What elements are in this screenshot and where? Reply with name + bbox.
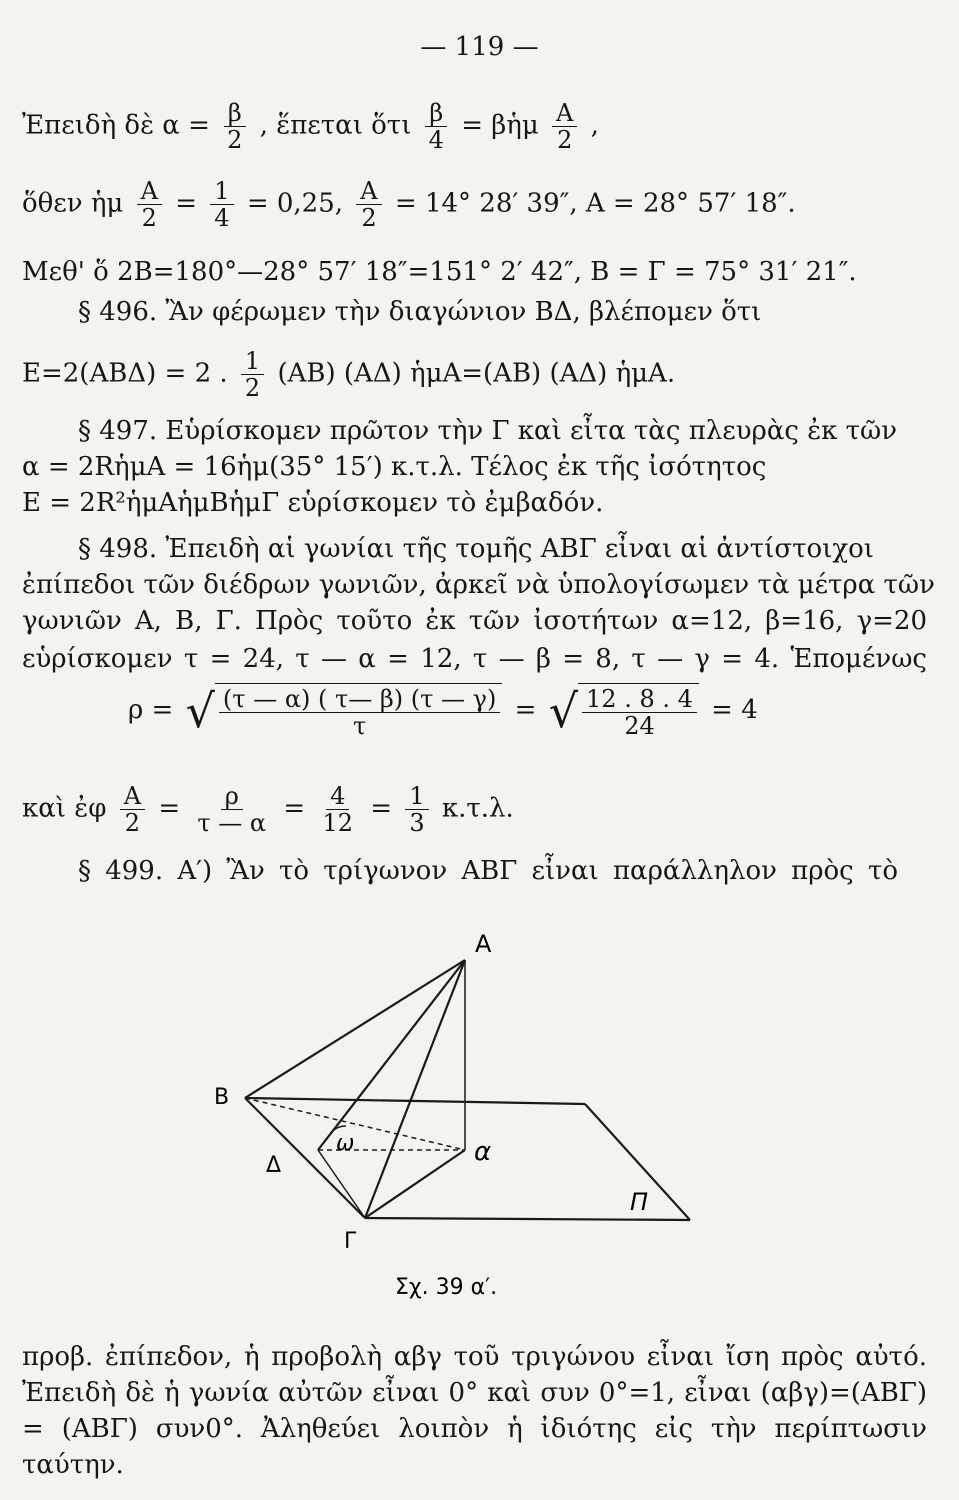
numerator: 4: [326, 783, 349, 810]
edge-AG: [365, 960, 465, 1218]
text-line-8: E = 2R²ἡμAἡμBἡμΓ εὑρίσκομεν τὸ ἐμβαδόν.: [22, 488, 604, 518]
text: =: [370, 793, 393, 824]
text: ὅθεν ἡμ: [22, 188, 124, 219]
text: , ἕπεται ὅτι: [259, 110, 412, 141]
text-line-17: Ἐπειδὴ δὲ ἡ γωνία αὐτῶν εἶναι 0° καὶ συν 0°=1, εἶναι (αβγ)=(ΑΒΓ): [22, 1378, 927, 1408]
page-number: — 119 —: [420, 32, 539, 62]
text: =: [514, 695, 537, 725]
edge-AD: [318, 960, 465, 1150]
text-line-3: Μεθ' ὅ 2B=180°—28° 57′ 18″=151° 2′ 42″, B = Γ = 75° 31′ 21″.: [22, 257, 857, 287]
text: (AB) (AΔ) ἡμA=(AB) (AΔ) ἡμA.: [277, 358, 676, 389]
denominator: 3: [409, 809, 425, 837]
text-line-11: γωνιῶν A, B, Γ. Πρὸς τοῦτο ἐκ τῶν ἰσοτήτων α=12, β=16, γ=20: [22, 606, 927, 636]
vertex-label-Delta: Δ: [266, 1153, 282, 1178]
text-line-9: § 498. Ἐπειδὴ αἱ γωνίαι τῆς τομῆς ΑΒΓ εἶναι αἱ ἀντίστοιχοι: [78, 534, 874, 564]
text: =: [158, 793, 181, 824]
text-line-6: § 497. Εὑρίσκομεν πρῶτον τὴν Γ καὶ εἶτα τὰς πλευρὰς ἐκ τῶν: [78, 416, 898, 446]
text-line-15: § 499. Α′) Ἂν τὸ τρίγωνον ΑΒΓ εἶναι παράλληλον πρὸς τὸ: [78, 856, 898, 886]
plane-edge: [245, 1098, 585, 1104]
text-line-19: ταύτην.: [22, 1450, 124, 1480]
text: κ.τ.λ.: [441, 793, 514, 824]
square-root: √ $\frac{(\tau — \alpha) ( \tau— \beta) (\tau — \gamma)}{\tau}$: [186, 683, 503, 739]
text: E=2(ABΔ) = 2 .: [22, 358, 228, 389]
text: = 4: [711, 695, 758, 725]
numerator: 1: [241, 348, 264, 375]
numerator: A: [552, 100, 577, 127]
denominator: 12: [322, 809, 353, 837]
numerator: A: [120, 783, 145, 810]
text-line-10: ἐπίπεδοι τῶν διέδρων γωνιῶν, ἀρκεῖ νὰ ὑπολογίσωμεν τὰ μέτρα τῶν: [22, 570, 935, 600]
numerator: A: [137, 178, 162, 205]
text: = βἡμ: [461, 110, 539, 141]
denominator: 24: [624, 712, 655, 740]
numerator: β: [224, 100, 246, 127]
numerator: 12 . 8 . 4: [582, 686, 697, 713]
text: = 0,25,: [246, 188, 344, 219]
numerator: (τ — α) ( τ— β) (τ — γ): [219, 686, 500, 713]
text-line-12: εὑρίσκομεν τ = 24, τ — α = 12, τ — β = 8, τ — γ = 4. Ἑπομένως: [22, 644, 927, 674]
denominator: 2: [124, 809, 141, 837]
edge-AB: [245, 960, 465, 1098]
denominator: 4: [214, 204, 230, 232]
numerator: β: [425, 100, 447, 127]
plane-label-Pi: Π: [630, 1188, 649, 1216]
square-root: √ $\frac{12 . 8 . 4}{24}$: [549, 683, 699, 739]
edge-Ga: [365, 1150, 465, 1218]
numerator: A: [356, 178, 381, 205]
denominator: 2: [244, 374, 261, 402]
point-label-alpha: α: [474, 1137, 492, 1167]
text-line-16: προβ. ἐπίπεδον, ἡ προβολὴ αβγ τοῦ τριγώνου εἶναι ἴση πρὸς αὐτό.: [22, 1342, 927, 1372]
plane-edge: [365, 1218, 690, 1220]
text-line-4: § 496. Ἂν φέρωμεν τὴν διαγώνιον ΒΔ, βλέπομεν ὅτι: [78, 297, 762, 327]
text-line-18: = (ΑΒΓ) συν0°. Ἀληθεύει λοιπὸν ἡ ἰδιότης εἰς τὴν περίπτωσιν: [22, 1414, 927, 1444]
denominator: τ: [353, 712, 367, 740]
numerator: 1: [405, 783, 428, 810]
denominator: 2: [361, 204, 377, 232]
denominator: 4: [428, 126, 444, 154]
projection-Ba: [245, 1098, 465, 1150]
denominator: 2: [141, 204, 157, 232]
denominator: 2: [227, 126, 243, 154]
text: = 14° 28′ 39″, A = 28° 57′ 18″.: [394, 188, 796, 219]
text: ,: [590, 110, 599, 141]
vertex-label-Gamma: Γ: [344, 1229, 357, 1254]
denominator: τ — α: [197, 809, 267, 837]
text: =: [283, 793, 306, 824]
text: καὶ ἐφ: [22, 793, 107, 824]
text: ρ =: [128, 695, 174, 725]
vertex-label-A: A: [475, 930, 492, 958]
text-line-7: α = 2RἡμA = 16ἡμ(35° 15′) κ.τ.λ. Τέλος ἐκ τῆς ἰσότητος: [22, 452, 767, 482]
numerator: ρ: [221, 783, 243, 810]
plane-edge: [245, 1098, 365, 1218]
text: =: [175, 188, 197, 219]
text: Ἐπειδὴ δὲ α =: [22, 110, 210, 141]
angle-label-omega: ω: [336, 1131, 355, 1156]
denominator: 2: [557, 126, 573, 154]
vertex-label-B: B: [214, 1085, 230, 1110]
edge-DG: [318, 1150, 365, 1218]
numerator: 1: [210, 178, 233, 205]
figure-caption: Σχ. 39 α′.: [395, 1275, 498, 1300]
